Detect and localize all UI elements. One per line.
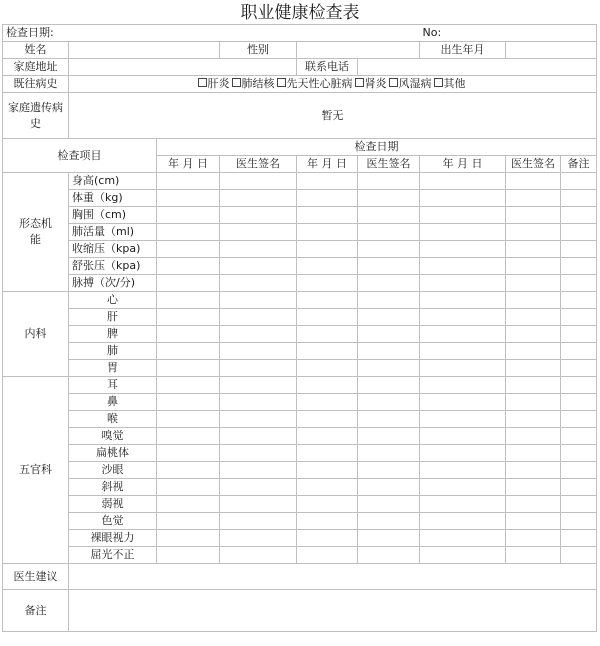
check-item: 屈光不正 (69, 547, 157, 564)
entry-cell[interactable] (420, 462, 506, 479)
entry-cell[interactable] (297, 241, 358, 258)
entry-cell[interactable] (420, 173, 506, 190)
entry-cell[interactable] (297, 445, 358, 462)
entry-cell[interactable] (157, 530, 220, 547)
check-item: 耳 (69, 377, 157, 394)
entry-cell[interactable] (506, 207, 561, 224)
entry-cell[interactable] (157, 445, 220, 462)
history-label: 既往病史 (3, 76, 69, 93)
table-row (3, 326, 597, 343)
entry-cell[interactable] (358, 462, 420, 479)
group-label: 内科 (3, 292, 69, 377)
history-option[interactable] (355, 77, 387, 91)
entry-cell[interactable] (561, 462, 597, 479)
entry-cell[interactable] (358, 411, 420, 428)
address-field[interactable] (69, 59, 297, 76)
table-row (3, 496, 597, 513)
entry-cell[interactable] (297, 224, 358, 241)
table-row (3, 292, 597, 309)
entry-cell[interactable] (420, 496, 506, 513)
family-history-value[interactable]: 暂无 (69, 93, 597, 139)
advice-field[interactable] (69, 564, 597, 590)
entry-cell[interactable] (220, 394, 297, 411)
entry-cell[interactable] (358, 326, 420, 343)
entry-cell[interactable] (420, 513, 506, 530)
entry-cell[interactable] (506, 292, 561, 309)
name-field[interactable] (69, 42, 220, 59)
entry-cell[interactable] (506, 326, 561, 343)
table-row (3, 190, 597, 207)
entry-cell[interactable] (297, 462, 358, 479)
entry-cell[interactable] (297, 479, 358, 496)
history-option-label: 先天性心脏病 (286, 77, 353, 90)
entry-cell[interactable] (297, 173, 358, 190)
entry-cell[interactable] (297, 326, 358, 343)
sub-header: 医生签名 (220, 156, 297, 173)
table-row (3, 360, 597, 377)
entry-cell[interactable] (358, 343, 420, 360)
entry-cell[interactable] (506, 411, 561, 428)
entry-cell[interactable] (420, 445, 506, 462)
entry-cell[interactable] (561, 207, 597, 224)
entry-cell[interactable] (358, 547, 420, 564)
entry-cell[interactable] (420, 224, 506, 241)
entry-cell[interactable] (420, 411, 506, 428)
entry-cell[interactable] (157, 309, 220, 326)
history-option-label: 肝炎 (207, 77, 230, 90)
history-option-label: 风湿病 (398, 77, 432, 90)
entry-cell[interactable] (420, 394, 506, 411)
phone-label: 联系电话 (297, 59, 358, 76)
remark-label: 备注 (3, 590, 69, 632)
check-item: 脉搏（次/分) (69, 275, 157, 292)
entry-cell[interactable] (420, 241, 506, 258)
entry-cell[interactable] (157, 224, 220, 241)
entry-cell[interactable] (561, 173, 597, 190)
entry-cell[interactable] (561, 377, 597, 394)
entry-cell[interactable] (297, 292, 358, 309)
exam-date-field[interactable] (157, 25, 220, 42)
entry-cell[interactable] (358, 292, 420, 309)
entry-cell[interactable] (157, 513, 220, 530)
checkbox-icon[interactable] (389, 78, 398, 87)
entry-cell[interactable] (220, 173, 297, 190)
table-row (3, 173, 597, 190)
entry-cell[interactable] (506, 479, 561, 496)
phone-field[interactable] (358, 59, 597, 76)
entry-cell[interactable] (561, 530, 597, 547)
table-row (3, 513, 597, 530)
entry-cell[interactable] (561, 292, 597, 309)
entry-cell[interactable] (420, 428, 506, 445)
history-option[interactable] (232, 77, 275, 91)
form-number-label: No: (420, 25, 597, 42)
history-option[interactable] (434, 77, 466, 91)
entry-cell[interactable] (220, 530, 297, 547)
entry-cell[interactable] (506, 190, 561, 207)
check-item: 收缩压（kpa) (69, 241, 157, 258)
entry-cell[interactable] (220, 496, 297, 513)
entry-cell[interactable] (157, 173, 220, 190)
entry-cell[interactable] (157, 547, 220, 564)
entry-cell[interactable] (561, 343, 597, 360)
entry-cell[interactable] (358, 360, 420, 377)
entry-cell[interactable] (506, 258, 561, 275)
entry-cell[interactable] (561, 428, 597, 445)
entry-cell[interactable] (358, 190, 420, 207)
entry-cell[interactable] (561, 326, 597, 343)
checkbox-icon[interactable] (232, 78, 241, 87)
entry-cell[interactable] (561, 479, 597, 496)
form-title: 职业健康检查表 (240, 3, 360, 23)
advice-row (3, 564, 597, 590)
checkbox-icon[interactable] (277, 78, 286, 87)
entry-cell[interactable] (506, 241, 561, 258)
entry-cell[interactable] (157, 360, 220, 377)
entry-cell[interactable] (358, 445, 420, 462)
entry-cell[interactable] (297, 309, 358, 326)
check-item: 沙眼 (69, 462, 157, 479)
entry-cell[interactable] (157, 462, 220, 479)
entry-cell[interactable] (506, 360, 561, 377)
entry-cell[interactable] (420, 207, 506, 224)
check-item: 舒张压（kpa) (69, 258, 157, 275)
entry-cell[interactable] (157, 377, 220, 394)
history-options (69, 76, 597, 93)
entry-cell[interactable] (297, 496, 358, 513)
table-row (3, 258, 597, 275)
sub-header: 年 月 日 (157, 156, 220, 173)
entry-cell[interactable] (157, 479, 220, 496)
entry-cell[interactable] (157, 258, 220, 275)
birth-label: 出生年月 (420, 42, 506, 59)
entry-cell[interactable] (358, 241, 420, 258)
table-row (3, 207, 597, 224)
entry-cell[interactable] (358, 207, 420, 224)
group-label: 形态机能 (3, 173, 69, 292)
entry-cell[interactable] (220, 292, 297, 309)
exam-date-label: 检查日期: (3, 25, 157, 42)
entry-cell[interactable] (157, 207, 220, 224)
check-item: 肺 (69, 343, 157, 360)
entry-cell[interactable] (358, 496, 420, 513)
entry-cell[interactable] (220, 445, 297, 462)
table-row (3, 428, 597, 445)
check-item: 脾 (69, 326, 157, 343)
entry-cell[interactable] (157, 496, 220, 513)
entry-cell[interactable] (506, 530, 561, 547)
check-item: 弱视 (69, 496, 157, 513)
entry-cell[interactable] (297, 513, 358, 530)
entry-cell[interactable] (297, 394, 358, 411)
checkbox-icon[interactable] (355, 78, 364, 87)
entry-cell[interactable] (157, 428, 220, 445)
entry-cell[interactable] (220, 360, 297, 377)
entry-cell[interactable] (220, 462, 297, 479)
entry-cell[interactable] (561, 496, 597, 513)
entry-cell[interactable] (420, 343, 506, 360)
entry-cell[interactable] (358, 394, 420, 411)
entry-cell[interactable] (157, 292, 220, 309)
entry-cell[interactable] (157, 190, 220, 207)
entry-cell[interactable] (220, 343, 297, 360)
entry-cell[interactable] (220, 207, 297, 224)
check-item: 肺活量（ml) (69, 224, 157, 241)
entry-cell[interactable] (561, 445, 597, 462)
sub-header: 年 月 日 (420, 156, 506, 173)
entry-cell[interactable] (561, 190, 597, 207)
table-row (3, 377, 597, 394)
check-item: 心 (69, 292, 157, 309)
entry-cell[interactable] (220, 258, 297, 275)
check-item: 裸眼视力 (69, 530, 157, 547)
sub-header: 年 月 日 (297, 156, 358, 173)
entry-cell[interactable] (220, 428, 297, 445)
advice-label: 医生建议 (3, 564, 69, 590)
entry-cell[interactable] (358, 428, 420, 445)
sub-header: 医生签名 (506, 156, 561, 173)
entry-cell[interactable] (297, 258, 358, 275)
check-item: 嗅觉 (69, 428, 157, 445)
entry-cell[interactable] (506, 173, 561, 190)
family-history-label: 家庭遗传病史 (3, 93, 69, 139)
entry-cell[interactable] (157, 411, 220, 428)
entry-cell[interactable] (297, 530, 358, 547)
check-item: 肝 (69, 309, 157, 326)
entry-cell[interactable] (561, 309, 597, 326)
table-row (3, 224, 597, 241)
date-header: 检查日期 (157, 139, 597, 156)
entry-cell[interactable] (506, 275, 561, 292)
entry-cell[interactable] (297, 190, 358, 207)
table-row (3, 394, 597, 411)
table-row (3, 462, 597, 479)
check-item: 扁桃体 (69, 445, 157, 462)
entry-cell[interactable] (297, 343, 358, 360)
entry-cell[interactable] (420, 377, 506, 394)
entry-cell[interactable] (506, 343, 561, 360)
entry-cell[interactable] (506, 309, 561, 326)
entry-cell[interactable] (220, 479, 297, 496)
entry-cell[interactable] (220, 190, 297, 207)
history-option-label: 肺结核 (241, 77, 275, 90)
entry-cell[interactable] (220, 241, 297, 258)
entry-cell[interactable] (420, 292, 506, 309)
table-row (3, 275, 597, 292)
table-row (3, 411, 597, 428)
header-blank (358, 25, 420, 42)
table-row (3, 445, 597, 462)
entry-cell[interactable] (157, 326, 220, 343)
entry-cell[interactable] (358, 479, 420, 496)
check-item: 身高(cm) (69, 173, 157, 190)
entry-cell[interactable] (220, 513, 297, 530)
table-row (3, 530, 597, 547)
entry-cell[interactable] (297, 360, 358, 377)
gender-label: 性别 (220, 42, 297, 59)
header-blank (220, 25, 297, 42)
entry-cell[interactable] (420, 530, 506, 547)
entry-cell[interactable] (561, 258, 597, 275)
entry-cell[interactable] (358, 224, 420, 241)
check-item: 胃 (69, 360, 157, 377)
address-label: 家庭地址 (3, 59, 69, 76)
entry-cell[interactable] (420, 479, 506, 496)
entry-cell[interactable] (506, 462, 561, 479)
entry-cell[interactable] (358, 513, 420, 530)
entry-cell[interactable] (506, 547, 561, 564)
entry-cell[interactable] (220, 275, 297, 292)
entry-cell[interactable] (420, 326, 506, 343)
entry-cell[interactable] (561, 360, 597, 377)
entry-cell[interactable] (297, 207, 358, 224)
entry-cell[interactable] (358, 275, 420, 292)
entry-cell[interactable] (506, 428, 561, 445)
entry-cell[interactable] (561, 224, 597, 241)
table-row (3, 547, 597, 564)
entry-cell[interactable] (506, 224, 561, 241)
entry-cell[interactable] (420, 547, 506, 564)
entry-cell[interactable] (561, 394, 597, 411)
entry-cell[interactable] (297, 428, 358, 445)
table-row (3, 241, 597, 258)
checkbox-icon[interactable] (198, 78, 207, 87)
name-label: 姓名 (3, 42, 69, 59)
group-label: 五官科 (3, 377, 69, 564)
entry-cell[interactable] (561, 241, 597, 258)
check-item: 体重（kg) (69, 190, 157, 207)
entry-cell[interactable] (220, 309, 297, 326)
entry-cell[interactable] (506, 496, 561, 513)
entry-cell[interactable] (420, 360, 506, 377)
history-option[interactable] (277, 77, 353, 91)
entry-cell[interactable] (561, 513, 597, 530)
entry-cell[interactable] (220, 547, 297, 564)
history-option[interactable] (389, 77, 432, 91)
entry-cell[interactable] (358, 377, 420, 394)
gender-field[interactable] (297, 42, 420, 59)
entry-cell[interactable] (420, 190, 506, 207)
entry-cell[interactable] (506, 377, 561, 394)
entry-cell[interactable] (220, 377, 297, 394)
entry-cell[interactable] (358, 173, 420, 190)
header-blank (297, 25, 358, 42)
entry-cell[interactable] (506, 394, 561, 411)
entry-cell[interactable] (297, 377, 358, 394)
health-check-form (2, 24, 597, 632)
history-option[interactable] (198, 77, 230, 91)
entry-cell[interactable] (561, 547, 597, 564)
entry-cell[interactable] (506, 445, 561, 462)
entry-cell[interactable] (358, 309, 420, 326)
entry-cell[interactable] (561, 411, 597, 428)
history-option-label: 肾炎 (364, 77, 387, 90)
entry-cell[interactable] (420, 309, 506, 326)
entry-cell[interactable] (297, 411, 358, 428)
entry-cell[interactable] (157, 241, 220, 258)
entry-cell[interactable] (220, 326, 297, 343)
table-row (3, 343, 597, 360)
table-row (3, 309, 597, 326)
check-item: 喉 (69, 411, 157, 428)
sub-header: 备注 (561, 156, 597, 173)
check-item: 鼻 (69, 394, 157, 411)
history-option-label: 其他 (443, 77, 466, 90)
entry-cell[interactable] (157, 394, 220, 411)
sub-header: 医生签名 (358, 156, 420, 173)
check-item: 色觉 (69, 513, 157, 530)
remark-field[interactable] (69, 590, 597, 632)
birth-field[interactable] (506, 42, 597, 59)
entry-cell[interactable] (358, 258, 420, 275)
entry-cell[interactable] (561, 275, 597, 292)
checkbox-icon[interactable] (434, 78, 443, 87)
entry-cell[interactable] (297, 275, 358, 292)
entry-cell[interactable] (358, 530, 420, 547)
entry-cell[interactable] (220, 224, 297, 241)
entry-cell[interactable] (420, 258, 506, 275)
entry-cell[interactable] (157, 275, 220, 292)
check-item: 胸围（cm) (69, 207, 157, 224)
entry-cell[interactable] (220, 411, 297, 428)
entry-cell[interactable] (506, 513, 561, 530)
table-row (3, 479, 597, 496)
entry-cell[interactable] (297, 547, 358, 564)
item-header: 检查项目 (3, 139, 157, 173)
check-item: 斜视 (69, 479, 157, 496)
entry-cell[interactable] (420, 275, 506, 292)
entry-cell[interactable] (157, 343, 220, 360)
remark-row (3, 590, 597, 632)
